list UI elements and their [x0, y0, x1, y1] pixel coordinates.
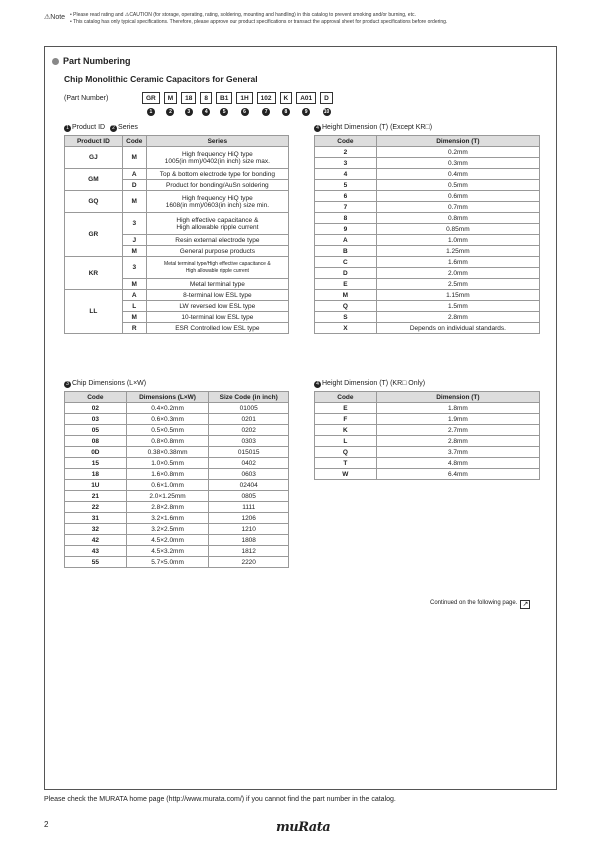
value-cell: 0.4mm [376, 169, 539, 180]
code-cell: A [315, 235, 377, 246]
series-line: High allowable ripple current [185, 267, 249, 274]
circled-number-icon: 1 [64, 125, 71, 132]
table2-title-text: Height Dimension (T) (Except KR□) [322, 124, 433, 131]
header-cell: Product ID [65, 136, 123, 147]
table-row [65, 447, 289, 458]
series-line: Metal terminal type/High effective capacitance & [164, 260, 271, 267]
pn-segment [142, 92, 160, 115]
circled-number-icon: 4 [314, 381, 321, 388]
header-cell: Series [146, 136, 288, 147]
value-cell: 2.0mm [376, 268, 539, 279]
value-cell: 2.0×1.25mm [126, 491, 209, 502]
table-row [65, 169, 289, 180]
code-cell: 6 [315, 191, 377, 202]
code-cell: A [122, 290, 146, 301]
code-cell: 3 [315, 158, 377, 169]
pn-segment [181, 92, 196, 115]
code-cell: K [315, 425, 377, 436]
circled-number-icon: 2 [110, 125, 117, 132]
value-cell: 6.4mm [376, 469, 539, 480]
table-row [65, 191, 289, 213]
value-cell: 01005 [209, 403, 289, 414]
product-id-cell: GM [65, 169, 123, 191]
series-line: 1005(in mm)/0402(in inch) size max. [164, 157, 270, 165]
table-row [315, 312, 540, 323]
table2-title [314, 124, 432, 132]
value-cell: 2.7mm [376, 425, 539, 436]
table-row [65, 436, 289, 447]
table-row [315, 180, 540, 191]
table-row [315, 436, 540, 447]
series-line: High frequency HiQ type [181, 194, 253, 202]
section-title [52, 56, 131, 66]
code-cell: 08 [65, 436, 127, 447]
series-line: High effective capacitance & [176, 216, 259, 224]
table-row [315, 290, 540, 301]
value-cell: 2220 [209, 557, 289, 568]
value-cell: 0.5mm [376, 180, 539, 191]
value-cell: 0.8mm [376, 213, 539, 224]
pn-box: D [320, 92, 333, 104]
value-cell: 0402 [209, 458, 289, 469]
table1-title-a: Product ID [72, 124, 106, 131]
table-row [315, 268, 540, 279]
code-cell: 03 [65, 414, 127, 425]
code-cell: 31 [65, 513, 127, 524]
table-row [315, 257, 540, 268]
series-cell: ESR Controlled low ESL type [146, 323, 288, 334]
header-cell: Code [315, 392, 377, 403]
table-row [65, 546, 289, 557]
value-cell: 1808 [209, 535, 289, 546]
value-cell: 2.8×2.8mm [126, 502, 209, 513]
value-cell: 1.15mm [376, 290, 539, 301]
table-row [65, 535, 289, 546]
code-cell: M [122, 246, 146, 257]
code-cell: X [315, 323, 377, 334]
code-cell: E [315, 403, 377, 414]
table-row [65, 480, 289, 491]
value-cell: 4.5×2.0mm [126, 535, 209, 546]
pn-box: 102 [257, 92, 276, 104]
pn-box: GR [142, 92, 160, 104]
code-cell: Q [315, 447, 377, 458]
code-cell: 1U [65, 480, 127, 491]
code-cell: M [122, 191, 146, 213]
table-row [315, 425, 540, 436]
table-row [315, 213, 540, 224]
bottom-notice: Please check the MURATA home page (http://www.murata.com/) if you cannot find the part number in the catalog. [44, 796, 396, 803]
pn-number-badge: 3 [185, 108, 193, 116]
table-row [315, 158, 540, 169]
table-row [315, 169, 540, 180]
murata-logo: muRata [276, 820, 331, 835]
series-cell [146, 191, 288, 213]
value-cell: 0.2mm [376, 147, 539, 158]
pn-segment [236, 92, 252, 115]
pn-number-badge: 1 [147, 108, 155, 116]
value-cell: 1.8mm [376, 403, 539, 414]
pn-segment [164, 92, 177, 115]
value-cell: Depends on individual standards. [376, 323, 539, 334]
table-row [315, 447, 540, 458]
table-header-row [65, 136, 289, 147]
code-cell: R [122, 323, 146, 334]
value-cell: 0.38×0.38mm [126, 447, 209, 458]
series-cell: General purpose products [146, 246, 288, 257]
header-cell: Size Code (in inch) [209, 392, 289, 403]
pn-number-badge: 2 [166, 108, 174, 116]
value-cell: 1.25mm [376, 246, 539, 257]
series-cell [146, 257, 288, 279]
table-row [65, 147, 289, 169]
value-cell: 0.6×0.3mm [126, 414, 209, 425]
value-cell: 1111 [209, 502, 289, 513]
code-cell: 18 [65, 469, 127, 480]
table-row [315, 469, 540, 480]
product-series-table [64, 135, 289, 334]
value-cell: 2.5mm [376, 279, 539, 290]
header-cell: Code [315, 136, 377, 147]
table-row [315, 301, 540, 312]
code-cell: 21 [65, 491, 127, 502]
table1-title-b: Series [118, 124, 138, 131]
code-cell: M [122, 279, 146, 290]
code-cell: W [315, 469, 377, 480]
product-id-cell: GR [65, 213, 123, 257]
table-row [315, 202, 540, 213]
circled-number-icon: 3 [64, 381, 71, 388]
value-cell: 0.8×0.8mm [126, 436, 209, 447]
pn-number-badge: 5 [220, 108, 228, 116]
code-cell: S [315, 312, 377, 323]
code-cell: J [122, 235, 146, 246]
value-cell: 1.0×0.5mm [126, 458, 209, 469]
product-id-cell: GJ [65, 147, 123, 169]
value-cell: 2.8mm [376, 436, 539, 447]
table-row [65, 502, 289, 513]
code-cell: C [315, 257, 377, 268]
height-dimension-kr-table [314, 391, 540, 480]
table-row [65, 513, 289, 524]
series-cell: 10-terminal low ESL type [146, 312, 288, 323]
part-number-label: (Part Number) [64, 95, 109, 102]
code-cell: 02 [65, 403, 127, 414]
value-cell: 0.6mm [376, 191, 539, 202]
table-row [315, 279, 540, 290]
code-cell: E [315, 279, 377, 290]
caution-note [44, 12, 564, 26]
code-cell: 2 [315, 147, 377, 158]
value-cell: 1812 [209, 546, 289, 557]
pn-box: K [280, 92, 293, 104]
code-cell: M [315, 290, 377, 301]
value-cell: 4.5×3.2mm [126, 546, 209, 557]
table-header-row [315, 136, 540, 147]
pn-segment [280, 92, 293, 115]
value-cell: 1.6×0.8mm [126, 469, 209, 480]
table-header-row [65, 392, 289, 403]
pn-segment [216, 92, 232, 115]
series-line: High frequency HiQ type [181, 150, 253, 158]
table3-title-text: Chip Dimensions (L×W) [72, 380, 147, 387]
table-row [315, 458, 540, 469]
pn-number-badge: 7 [262, 108, 270, 116]
code-cell: 32 [65, 524, 127, 535]
pn-segment [200, 92, 212, 115]
code-cell: D [122, 180, 146, 191]
pn-box: B1 [216, 92, 232, 104]
pn-number-badge: 6 [241, 108, 249, 116]
value-cell: 1.5mm [376, 301, 539, 312]
code-cell: 8 [315, 213, 377, 224]
table-row [315, 191, 540, 202]
page-number: 2 [44, 820, 49, 829]
table3-title [64, 380, 146, 388]
pn-segment [320, 92, 333, 115]
arrow-up-right-icon[interactable]: ↗ [520, 600, 530, 609]
value-cell: 2.8mm [376, 312, 539, 323]
table-row [65, 557, 289, 568]
subtitle: Chip Monolithic Ceramic Capacitors for General [64, 74, 258, 84]
value-cell: 0.5×0.5mm [126, 425, 209, 436]
series-cell [146, 147, 288, 169]
code-cell: M [122, 312, 146, 323]
code-cell: A [122, 169, 146, 180]
code-cell: D [315, 268, 377, 279]
code-cell: 43 [65, 546, 127, 557]
value-cell: 02404 [209, 480, 289, 491]
product-id-cell: LL [65, 290, 123, 334]
series-cell: 8-terminal low ESL type [146, 290, 288, 301]
value-cell: 0.6×1.0mm [126, 480, 209, 491]
pn-box: 1H [236, 92, 252, 104]
code-cell: 55 [65, 557, 127, 568]
table-row [65, 257, 289, 279]
series-cell: Resin external electrode type [146, 235, 288, 246]
series-line: High allowable ripple current [176, 223, 259, 231]
series-line: 1608(in mm)/0603(in inch) size min. [165, 201, 270, 209]
table-row [65, 425, 289, 436]
table-row [65, 213, 289, 235]
table-row [315, 235, 540, 246]
value-cell: 1.9mm [376, 414, 539, 425]
value-cell: 0.4×0.2mm [126, 403, 209, 414]
pn-segment [296, 92, 316, 115]
height-dimension-table [314, 135, 540, 334]
code-cell: 0D [65, 447, 127, 458]
code-cell: 42 [65, 535, 127, 546]
value-cell: 0.3mm [376, 158, 539, 169]
product-id-cell: KR [65, 257, 123, 290]
continued-text: Continued on the following page. [430, 600, 518, 606]
header-cell: Dimension (T) [376, 136, 539, 147]
table-row [65, 469, 289, 480]
table-row [315, 414, 540, 425]
section-title-text: Part Numbering [63, 56, 131, 66]
value-cell: 3.7mm [376, 447, 539, 458]
pn-box: M [164, 92, 177, 104]
value-cell: 1.0mm [376, 235, 539, 246]
value-cell: 1210 [209, 524, 289, 535]
code-cell: 9 [315, 224, 377, 235]
part-number-boxes [142, 92, 337, 115]
header-cell: Code [65, 392, 127, 403]
code-cell: 05 [65, 425, 127, 436]
series-cell: LW reversed low ESL type [146, 301, 288, 312]
code-cell: 4 [315, 169, 377, 180]
series-cell: Metal terminal type [146, 279, 288, 290]
table-row [315, 147, 540, 158]
table-row [65, 524, 289, 535]
pn-box: 8 [200, 92, 212, 104]
pn-number-badge: 4 [202, 108, 210, 116]
header-cell: Dimension (T) [376, 392, 539, 403]
table4-title-text: Height Dimension (T) (KR□ Only) [322, 380, 426, 387]
table-row [65, 290, 289, 301]
table-row [65, 491, 289, 502]
pn-segment [257, 92, 276, 115]
value-cell: 0603 [209, 469, 289, 480]
code-cell: B [315, 246, 377, 257]
value-cell: 0.85mm [376, 224, 539, 235]
table1-title [64, 124, 138, 132]
table-row [315, 323, 540, 334]
circled-number-icon: 4 [314, 125, 321, 132]
code-cell: L [122, 301, 146, 312]
header-cell: Code [122, 136, 146, 147]
series-cell [146, 213, 288, 235]
note-line-2: • This catalog has only typical specifications. Therefore, please approve our product specifications or transact the approval sheet for product specifications before ordering. [70, 19, 448, 25]
code-cell: 15 [65, 458, 127, 469]
series-cell: Top & bottom electrode type for bonding [146, 169, 288, 180]
table-row [65, 403, 289, 414]
pn-number-badge: 10 [323, 109, 330, 115]
note-line-1: • Please read rating and ⚠CAUTION (for storage, operating, rating, soldering, mounting and handling) in this catalog to prevent smoking and/or burning, etc. [70, 12, 416, 18]
value-cell: 1206 [209, 513, 289, 524]
code-cell: M [122, 147, 146, 169]
product-id-cell: GQ [65, 191, 123, 213]
table-row [315, 246, 540, 257]
series-cell: Product for bonding/AuSn soldering [146, 180, 288, 191]
value-cell: 0805 [209, 491, 289, 502]
value-cell: 0201 [209, 414, 289, 425]
code-cell: F [315, 414, 377, 425]
code-cell: T [315, 458, 377, 469]
pn-number-badge: 9 [302, 108, 310, 116]
bullet-icon [52, 58, 59, 65]
code-cell: 7 [315, 202, 377, 213]
continued-note [430, 600, 530, 609]
pn-box: 18 [181, 92, 196, 104]
header-cell: Dimensions (L×W) [126, 392, 209, 403]
table-row [315, 224, 540, 235]
code-cell: Q [315, 301, 377, 312]
code-cell: 3 [122, 213, 146, 235]
table-header-row [315, 392, 540, 403]
value-cell: 0202 [209, 425, 289, 436]
value-cell: 0.7mm [376, 202, 539, 213]
value-cell: 5.7×5.0mm [126, 557, 209, 568]
table-row [65, 414, 289, 425]
value-cell: 1.6mm [376, 257, 539, 268]
chip-dimensions-table [64, 391, 289, 568]
table-row [315, 403, 540, 414]
code-cell: L [315, 436, 377, 447]
value-cell: 3.2×2.5mm [126, 524, 209, 535]
value-cell: 015015 [209, 447, 289, 458]
note-heading: ⚠Note [44, 14, 66, 21]
code-cell: 3 [122, 257, 146, 279]
table-row [65, 458, 289, 469]
pn-box: A01 [296, 92, 316, 104]
value-cell: 4.8mm [376, 458, 539, 469]
value-cell: 0303 [209, 436, 289, 447]
value-cell: 3.2×1.6mm [126, 513, 209, 524]
code-cell: 22 [65, 502, 127, 513]
table4-title [314, 380, 425, 388]
code-cell: 5 [315, 180, 377, 191]
pn-number-badge: 8 [282, 108, 290, 116]
